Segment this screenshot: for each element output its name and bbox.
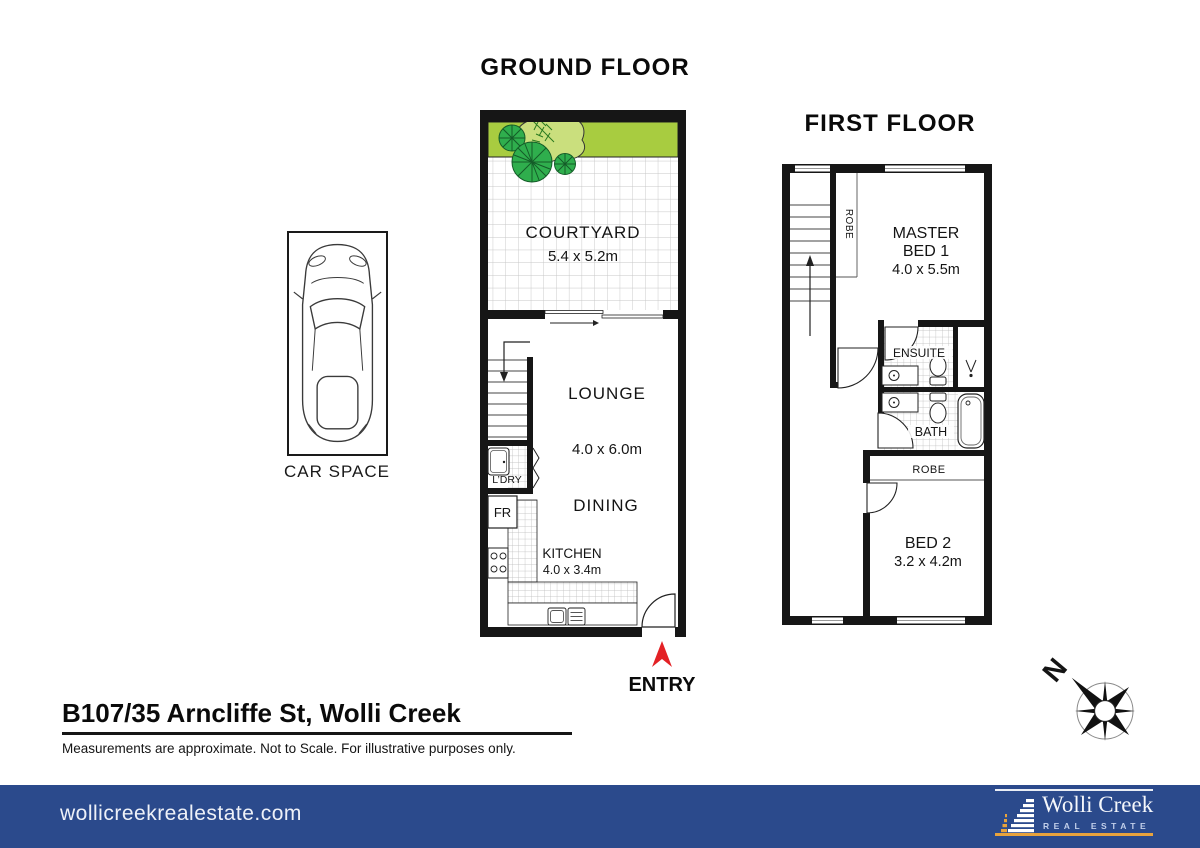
entry-arrow-icon [652, 641, 672, 667]
north-label: N [1036, 652, 1074, 688]
room-label-courtyard: COURTYARD [525, 223, 641, 242]
compass-rose [1030, 648, 1180, 773]
dims-lounge: 4.0 x 6.0m [571, 441, 643, 458]
dims-courtyard: 5.4 x 5.2m [547, 248, 619, 265]
bathtub-icon [958, 394, 984, 448]
room-label-dining: DINING [573, 496, 639, 515]
room-label-master-2: BED 1 [902, 243, 950, 260]
stove-icon [488, 548, 508, 578]
room-label-robe-upper: ROBE [843, 208, 854, 240]
room-label-kitchen: KITCHEN [542, 546, 602, 561]
brand-tagline: REAL ESTATE [1043, 821, 1151, 831]
dims-master: 4.0 x 5.5m [892, 262, 960, 278]
disclaimer-text: Measurements are approximate. Not to Scale. For illustrative purposes only. [62, 741, 516, 756]
car-icon [289, 233, 386, 454]
room-label-robe-lower: ROBE [912, 464, 946, 476]
room-label-bed2: BED 2 [904, 535, 952, 552]
ensuite-basin-icon [882, 366, 918, 385]
room-label-ensuite: ENSUITE [892, 346, 946, 360]
ground-floor-plan [480, 110, 686, 637]
dims-kitchen: 4.0 x 3.4m [542, 563, 602, 577]
bath-basin-icon [882, 393, 918, 412]
bath-toilet-icon [930, 393, 946, 423]
address-title: B107/35 Arncliffe St, Wolli Creek [62, 698, 461, 728]
logo-bottom-rule [995, 833, 1153, 836]
room-label-fridge: FR [493, 505, 512, 520]
room-label-laundry: L’DRY [492, 474, 522, 486]
ground-floor-title: GROUND FLOOR [480, 54, 690, 81]
room-label-master-1: MASTER [892, 225, 960, 242]
dims-bed2: 3.2 x 4.2m [894, 554, 962, 570]
brand-logo [990, 785, 1160, 848]
first-floor-plan [782, 164, 992, 625]
room-label-bath: BATH [914, 425, 948, 439]
building-icon [1000, 793, 1036, 833]
car-space-label: CAR SPACE [284, 462, 390, 481]
footer-bar [0, 785, 1200, 848]
website-text: wollicreekrealestate.com [60, 802, 302, 825]
address-rule [62, 732, 572, 735]
first-floor-title: FIRST FLOOR [804, 110, 976, 137]
car-space-box [287, 231, 388, 456]
logo-top-rule [995, 789, 1153, 791]
bathroom [878, 392, 984, 450]
ensuite-toilet-icon [930, 356, 946, 385]
room-label-lounge: LOUNGE [568, 384, 646, 403]
brand-name: Wolli Creek [1042, 792, 1154, 817]
entry-label: ENTRY [628, 674, 696, 696]
